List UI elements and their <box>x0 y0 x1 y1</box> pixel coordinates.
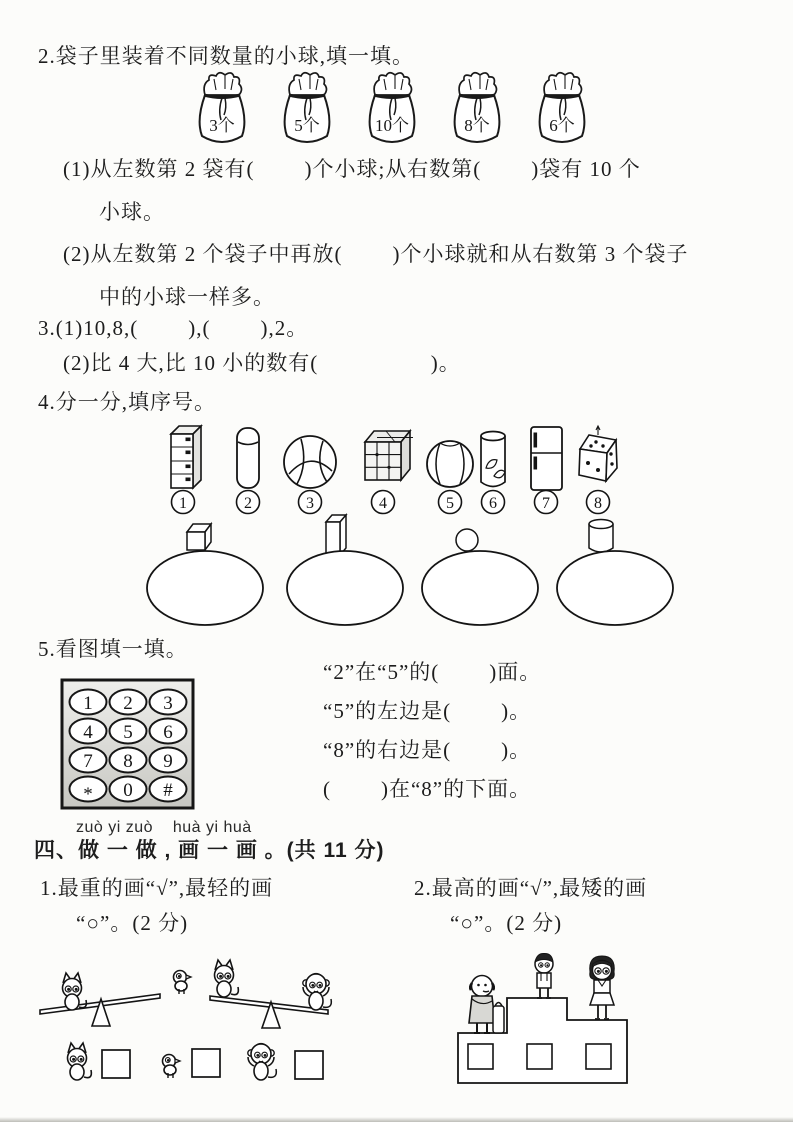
bag-count-label: 10个 <box>375 116 409 135</box>
keypad-key: 4 <box>83 722 93 743</box>
keypad-key: 7 <box>83 751 93 772</box>
q4-title: 4.分一分,填序号。 <box>38 390 216 414</box>
q3-line2: (2)比 4 大,比 10 小的数有( )。 <box>63 351 461 375</box>
answer-oval[interactable] <box>422 551 538 625</box>
answer-box[interactable] <box>102 1050 130 1078</box>
answer-oval[interactable] <box>147 551 263 625</box>
keypad-key: 9 <box>163 751 173 772</box>
answer-box[interactable] <box>192 1049 220 1077</box>
q5-line-2: “5”的左边是( )。 <box>323 699 532 723</box>
circled-number: 6 <box>489 495 497 512</box>
q5-line-3: “8”的右边是( )。 <box>323 738 532 762</box>
bins-figure <box>135 512 705 628</box>
cabinet-icon <box>171 426 201 488</box>
keypad-key: 3 <box>163 693 173 714</box>
s4-q2-line1: 2.最高的画“√”,最矮的画 <box>414 876 648 900</box>
cat-icon <box>215 960 239 997</box>
dice-icon <box>579 426 617 481</box>
s4-q1-line2: “○”。(2 分) <box>76 911 189 935</box>
s4-q1-line1: 1.最重的画“√”,最轻的画 <box>40 876 274 900</box>
bag-count-label: 8个 <box>464 116 490 135</box>
circled-number: 3 <box>306 495 314 512</box>
podium-scene <box>440 945 705 1095</box>
bag-count-label: 3个 <box>209 116 235 135</box>
keypad-key: # <box>163 780 173 801</box>
answer-box[interactable] <box>527 1044 552 1069</box>
keypad-key: 2 <box>123 693 133 714</box>
section4-title: 四、做 一 做 , 画 一 画 。(共 11 分) <box>34 839 385 862</box>
answer-box[interactable] <box>586 1044 611 1069</box>
seesaw-scene <box>32 942 362 1100</box>
bird-icon <box>174 971 192 995</box>
keypad-key: 1 <box>83 693 93 714</box>
tea-can-icon <box>481 432 505 487</box>
circled-numbers <box>172 491 610 514</box>
keypad-keys <box>70 690 187 806</box>
monkey-icon <box>303 974 332 1011</box>
circled-number: 7 <box>542 495 550 512</box>
keypad-key: 6 <box>163 722 173 743</box>
bag-count-label: 6个 <box>549 116 575 135</box>
q2-sub2-line2: 中的小球一样多。 <box>99 285 275 309</box>
q5-title: 5.看图填一填。 <box>38 637 188 661</box>
circled-number: 4 <box>379 495 387 512</box>
answer-oval[interactable] <box>287 551 403 625</box>
girl-icon <box>590 956 615 1019</box>
keypad-figure <box>60 678 195 810</box>
answer-oval[interactable] <box>557 551 673 625</box>
bag-count-label: 5个 <box>294 116 320 135</box>
circled-number: 1 <box>179 495 187 512</box>
monkey-icon <box>248 1044 277 1081</box>
boy-icon <box>535 953 553 998</box>
cuboid-icon <box>326 515 346 555</box>
q5-line-1: “2”在“5”的( )面。 <box>323 660 542 684</box>
ball-icon <box>427 441 473 487</box>
keypad-key: 0 <box>123 780 133 801</box>
q5-line-4: ( )在“8”的下面。 <box>323 777 532 801</box>
bird-icon <box>163 1055 181 1079</box>
answer-box[interactable] <box>468 1044 493 1069</box>
bottle-icon <box>237 428 259 488</box>
circled-number: 8 <box>594 495 602 512</box>
old-man-icon <box>469 976 504 1034</box>
refrigerator-icon <box>531 427 562 490</box>
cube-icon <box>187 524 211 550</box>
circled-number: 2 <box>244 495 252 512</box>
objects-figure <box>155 422 675 518</box>
s4-q2-line2: “○”。(2 分) <box>450 911 563 935</box>
keypad-key: 5 <box>123 722 133 743</box>
circled-number: 5 <box>446 495 454 512</box>
keypad-key: 8 <box>123 751 133 772</box>
cat-icon <box>68 1043 92 1080</box>
q2-title: 2.袋子里装着不同数量的小球,填一填。 <box>38 44 414 68</box>
magic-cube-icon <box>365 431 413 480</box>
bags-figure <box>187 68 612 152</box>
sphere-icon <box>456 529 478 551</box>
q2-sub1-line2: 小球。 <box>99 200 165 224</box>
page-bottom-shadow <box>0 1117 793 1122</box>
cylinder-icon <box>589 520 613 553</box>
q2-sub1-line1: (1)从左数第 2 袋有( )个小球;从右数第( )袋有 10 个 <box>63 157 641 181</box>
answer-box[interactable] <box>295 1051 323 1079</box>
q3-line1: 3.(1)10,8,( ),( ),2。 <box>38 316 309 340</box>
section4-pinyin: zuò yi zuò huà yi huà <box>76 819 252 836</box>
basketball-icon <box>284 436 336 488</box>
keypad-key: * <box>83 784 93 805</box>
q2-sub2-line1: (2)从左数第 2 个袋子中再放( )个小球就和从右数第 3 个袋子 <box>63 242 689 266</box>
